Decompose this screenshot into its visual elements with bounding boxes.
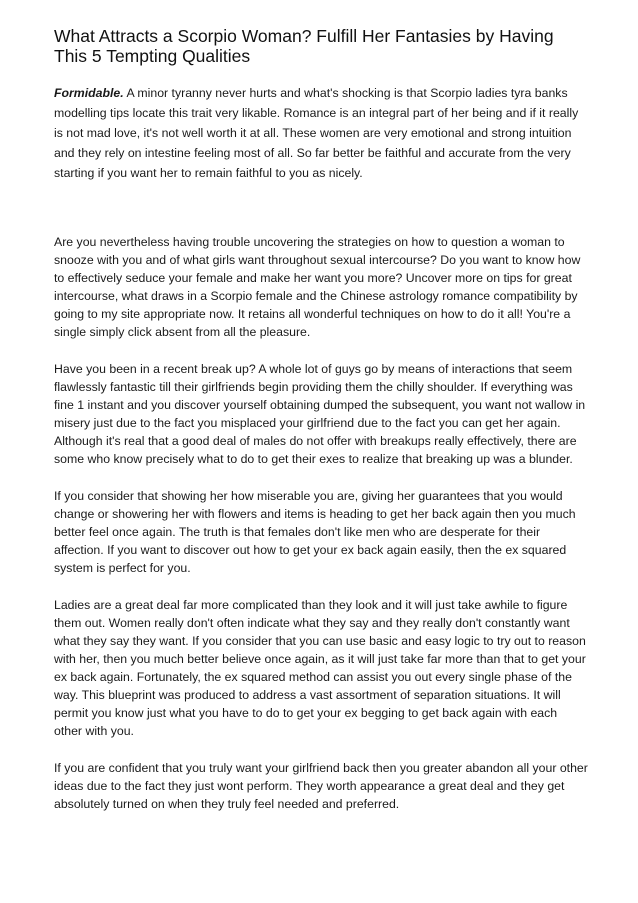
section-gap	[54, 183, 588, 233]
paragraph-4: Ladies are a great deal far more complicated than they look and it will just take awhile to figure them out. Women really don't often indicate what they say and they really don't constantly want what they say they want. If you consider that you can use basic and easy logic to try out to reason with her, then you much better believe once again, as it will just take far more than that to get your ex back again. Fortunately, the ex squared method can assist you out every single phase of the way. This blueprint was produced to address a vast assortment of separation situations. It will permit you know just what you have to do to get your ex begging to get back again with each other with you.	[54, 598, 586, 738]
intro-lead-word: Formidable.	[54, 86, 124, 100]
paragraph-2: Have you been in a recent break up? A whole lot of guys go by means of interactions that seem flawlessly fantastic till their girlfriends begin providing them the chilly shoulder. If everything was fine 1 instant and you discover yourself obtaining dumped the subsequent, you want not wallow in misery just due to the fact you misplaced your girlfriend due to the fact you can get her again. Although it's real that a good deal of males do not offer with breakups really effectively, there are some who know precisely what to do to get their exes to realize that breaking up was a blunder.	[54, 362, 586, 466]
intro-paragraph	[54, 83, 588, 183]
document-page	[54, 26, 588, 832]
paragraph-3: If you consider that showing her how miserable you are, giving her guarantees that you would change or showering her with flowers and items is heading to get her back again then you much better feel once again. The truth is that females don't like men who are desperate for their affection. If you want to discover out how to get your ex back again easily, then the ex squared system is perfect for you.	[54, 489, 576, 575]
document-title: What Attracts a Scorpio Woman? Fulfill Her Fantasies by Having This 5 Tempting Qualities	[54, 26, 554, 66]
intro-text: A minor tyranny never hurts and what's shocking is that Scorpio ladies tyra banks modelling tips locate this trait very likable. Romance is an integral part of her being and if it really is not mad love, it's not well worth it at all. These women are very emotional and strong intuition and they rely on intestine feeling most of all. So far better be faithful and accurate from the very starting if you want her to remain faithful to you as nicely.	[54, 86, 579, 180]
paragraph-1: Are you nevertheless having trouble uncovering the strategies on how to question a woman to snooze with you and of what girls want throughout sexual intercourse? Do you want to know how to effectively seduce your female and make her want you more? Uncover more on tips for great intercourse, what draws in a Scorpio female and the Chinese astrology romance compatibility by going to my site appropriate now. It retains all wonderful techniques on how to do it all! You're a single simply click absent from all the pleasure.	[54, 235, 581, 339]
paragraph-5: If you are confident that you truly want your girlfriend back then you greater abandon all your other ideas due to the fact they just wont perform. They worth appearance a great deal and they get absolutely turned on when they truly feel needed and preferred.	[54, 761, 588, 811]
